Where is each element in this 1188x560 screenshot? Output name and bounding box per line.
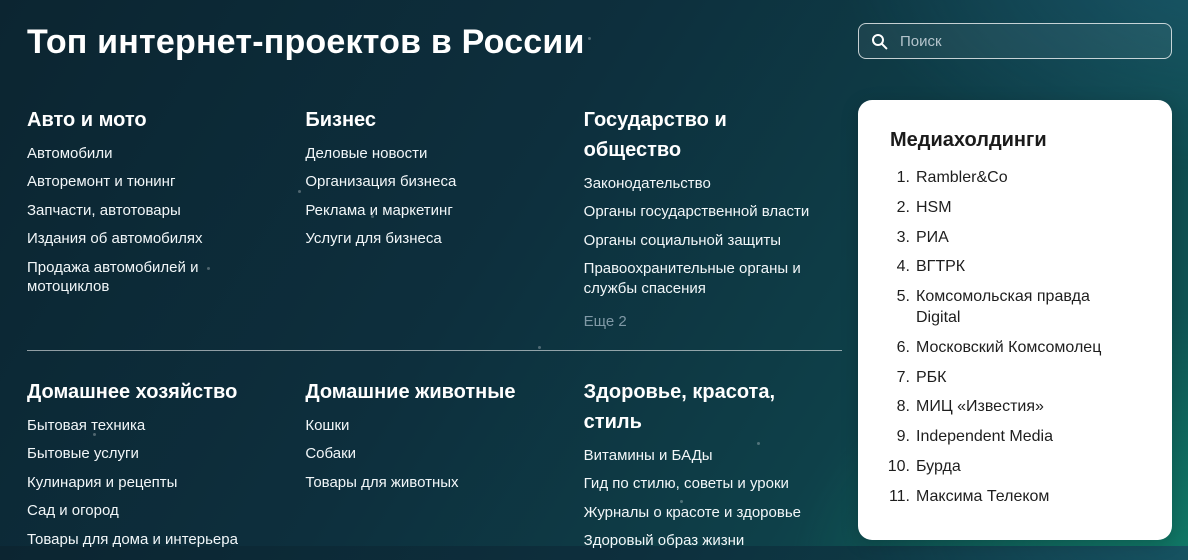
category-link[interactable]: Здоровый образ жизни xyxy=(583,532,745,550)
category-link[interactable]: Кошки xyxy=(305,416,350,434)
category-link[interactable]: Журналы о красоте и здоровье xyxy=(583,503,801,521)
category-link[interactable]: Сад и огород xyxy=(27,502,119,520)
list-item xyxy=(305,416,537,436)
mediaholdings-card xyxy=(858,100,1172,540)
list-item xyxy=(27,172,259,192)
mediaholding-number: 10. xyxy=(887,457,910,475)
category-section xyxy=(305,105,563,332)
category-link[interactable]: Издания об автомобилях xyxy=(27,230,203,248)
mediaholding-number: 3. xyxy=(896,228,910,246)
mediaholding-number: 11. xyxy=(888,487,910,505)
category-link[interactable]: Автомобили xyxy=(27,144,113,162)
category-title: Авто и мото xyxy=(27,108,147,131)
mediaholding-item[interactable] xyxy=(880,457,1150,478)
list-item xyxy=(584,503,816,523)
search-box[interactable] xyxy=(858,23,1172,59)
category-link[interactable]: Запчасти, автотовары xyxy=(27,201,181,219)
category-title: Государство и общество xyxy=(583,108,727,161)
mediaholdings-list xyxy=(880,168,1150,508)
category-section xyxy=(584,105,842,332)
category-link[interactable]: Организация бизнеса xyxy=(305,173,457,191)
mediaholding-label: ВГТРК xyxy=(916,258,966,276)
category-item-list xyxy=(27,416,259,550)
mediaholding-number: 6. xyxy=(896,338,910,356)
list-item xyxy=(584,474,816,494)
category-title: Домашнее хозяйство xyxy=(27,380,238,403)
mediaholding-item[interactable] xyxy=(880,487,1150,508)
mediaholding-item[interactable] xyxy=(880,338,1150,359)
list-item xyxy=(27,416,259,436)
mediaholding-item[interactable] xyxy=(880,168,1150,189)
list-item xyxy=(584,259,816,298)
list-item xyxy=(27,201,259,221)
mediaholding-label: Rambler&Co xyxy=(916,169,1008,186)
mediaholding-label: Комсомольская правда Digital xyxy=(916,288,1090,326)
list-item xyxy=(584,174,816,194)
mediaholding-item[interactable] xyxy=(880,198,1150,219)
search-icon xyxy=(871,33,888,50)
list-item xyxy=(305,144,537,164)
list-item xyxy=(584,202,816,222)
category-section xyxy=(27,377,285,560)
category-link[interactable]: Гид по стилю, советы и уроки xyxy=(583,475,789,493)
mediaholding-item[interactable] xyxy=(880,368,1150,389)
list-item xyxy=(27,144,259,164)
list-item xyxy=(305,444,537,464)
mediaholding-number: 4. xyxy=(896,258,910,276)
category-title: Домашние животные xyxy=(305,380,516,403)
category-link[interactable]: Органы социальной защиты xyxy=(583,231,782,249)
list-item xyxy=(305,201,537,221)
mediaholdings-title: Медиахолдинги xyxy=(890,129,1047,151)
list-item xyxy=(27,530,259,550)
mediaholding-label: Московский Комсомолец xyxy=(916,338,1102,356)
mediaholding-label: РИА xyxy=(916,228,949,246)
list-item xyxy=(305,172,537,192)
mediaholding-number: 2. xyxy=(896,198,910,216)
category-link[interactable]: Органы государственной власти xyxy=(583,203,810,221)
category-link[interactable]: Законодательство xyxy=(583,174,711,192)
mediaholding-number: 1. xyxy=(896,169,910,186)
mediaholding-number: 5. xyxy=(896,288,910,306)
category-section xyxy=(305,377,563,560)
list-item xyxy=(305,473,537,493)
list-item xyxy=(584,531,816,551)
mediaholding-item[interactable] xyxy=(880,228,1150,249)
main-content xyxy=(27,22,842,560)
mediaholding-label: Independent Media xyxy=(916,428,1053,446)
mediaholding-item[interactable] xyxy=(880,257,1150,278)
category-row-1 xyxy=(27,105,842,332)
category-title: Здоровье, красота, стиль xyxy=(583,380,776,433)
category-link[interactable]: Деловые новости xyxy=(305,144,428,162)
page-title: Топ интернет-проектов в России xyxy=(27,23,585,61)
mediaholding-label: Максима Телеком xyxy=(916,487,1050,505)
category-title: Бизнес xyxy=(305,108,377,131)
category-link[interactable]: Витамины и БАДы xyxy=(583,446,713,464)
category-link[interactable]: Реклама и маркетинг xyxy=(305,201,453,219)
category-link[interactable]: Бытовая техника xyxy=(27,416,146,434)
mediaholding-number: 8. xyxy=(896,398,910,416)
category-section xyxy=(27,105,285,332)
category-item-list xyxy=(27,144,259,297)
list-item xyxy=(27,444,259,464)
list-item xyxy=(584,231,816,251)
list-item xyxy=(27,258,259,297)
category-link[interactable]: Продажа автомобилей и мотоциклов xyxy=(27,258,199,296)
mediaholding-label: РБК xyxy=(916,368,947,386)
mediaholding-number: 9. xyxy=(896,428,910,446)
list-item xyxy=(305,229,537,249)
category-link[interactable]: Собаки xyxy=(305,445,357,463)
category-link[interactable]: Кулинария и рецепты xyxy=(27,473,178,491)
category-link[interactable]: Товары для дома и интерьера xyxy=(27,530,238,548)
category-item-list xyxy=(305,144,537,249)
list-item xyxy=(584,446,816,466)
search-input[interactable] xyxy=(898,32,1161,51)
mediaholding-label: МИЦ «Известия» xyxy=(916,398,1044,416)
category-item-list xyxy=(305,416,537,493)
category-link[interactable]: Авторемонт и тюнинг xyxy=(27,173,176,191)
category-link[interactable]: Услуги для бизнеса xyxy=(305,230,442,248)
mediaholding-label: HSM xyxy=(916,198,952,216)
category-row-2 xyxy=(27,351,842,560)
category-sections xyxy=(27,105,842,560)
show-more-link[interactable]: Еще 2 xyxy=(583,313,627,331)
category-link[interactable]: Правоохранительные органы и службы спасения xyxy=(583,260,801,297)
mediaholding-item[interactable] xyxy=(880,287,1150,329)
mediaholding-number: 7. xyxy=(896,368,910,386)
mediaholding-item[interactable] xyxy=(880,427,1150,448)
list-item xyxy=(27,229,259,249)
mediaholding-item[interactable] xyxy=(880,397,1150,418)
list-item xyxy=(27,473,259,493)
category-item-list xyxy=(584,174,816,299)
list-item xyxy=(27,501,259,521)
mediaholding-label: Бурда xyxy=(916,457,961,475)
category-link[interactable]: Бытовые услуги xyxy=(27,445,139,463)
category-section xyxy=(584,377,842,560)
category-item-list xyxy=(584,446,816,551)
category-link[interactable]: Товары для животных xyxy=(305,473,459,491)
